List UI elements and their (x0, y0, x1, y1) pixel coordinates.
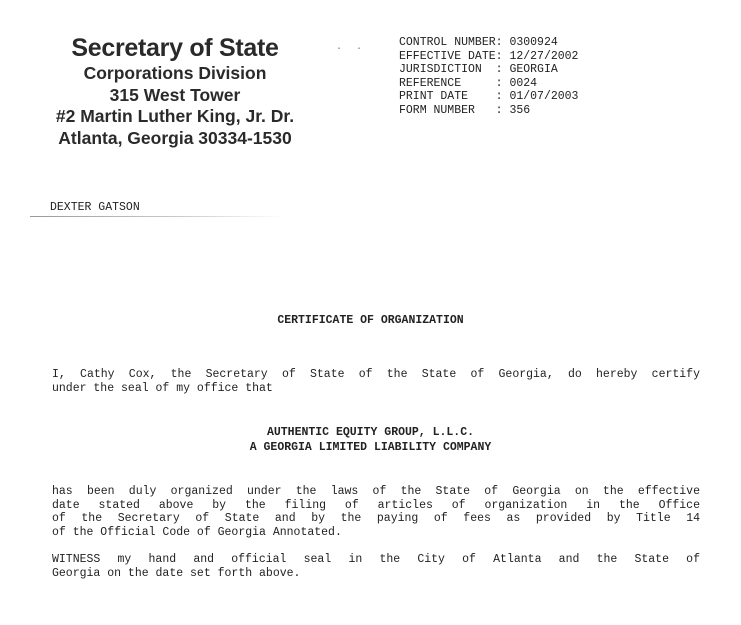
address-line-3: Atlanta, Georgia 30334-1530 (58, 127, 292, 148)
meta-label: PRINT DATE : (399, 90, 503, 103)
meta-value: GEORGIA (509, 63, 558, 76)
organization-statement (52, 485, 700, 539)
company-type: A GEORGIA LIMITED LIABILITY COMPANY (249, 441, 492, 454)
division-name: Corporations Division (83, 63, 267, 83)
address-line-1: 315 West Tower (109, 84, 241, 105)
meta-label: FORM NUMBER : (399, 103, 503, 117)
certify-line: under the seal of my office that (52, 381, 273, 395)
meta-value: 0300924 (509, 36, 558, 49)
company-name: AUTHENTIC EQUITY GROUP, L.L.C. (266, 426, 475, 439)
meta-reference (399, 77, 578, 91)
meta-value: 12/27/2002 (509, 49, 579, 63)
addressee-name: DEXTER GATSON (50, 201, 140, 214)
organized-line: of the Official Code of Georgia Annotated. (52, 525, 342, 539)
meta-value: 0024 (509, 76, 538, 90)
meta-value: 01/07/2003 (509, 90, 579, 103)
meta-print-date (399, 90, 578, 104)
meta-label: CONTROL NUMBER: (399, 36, 503, 49)
certify-line: I, Cathy Cox, the Secretary of State of the State of Georgia, do hereby certify (52, 368, 700, 381)
filing-metadata (399, 36, 578, 117)
organized-line: has been duly organized under the laws of the State of Georgia on the effective (52, 485, 700, 498)
meta-control-number (399, 36, 578, 50)
witness-line: WITNESS my hand and official seal in the City of Atlanta and the State of (52, 553, 700, 566)
meta-jurisdiction (399, 63, 578, 77)
meta-effective-date (399, 50, 578, 64)
witness-line: Georgia on the date set forth above. (52, 566, 301, 580)
meta-label: REFERENCE : (399, 76, 503, 90)
meta-form-number (399, 104, 578, 118)
certification-statement (52, 368, 700, 395)
witness-statement (52, 553, 700, 580)
organized-line: date stated above by the filing of articles of organization in the Office (52, 498, 700, 512)
address-line-2: #2 Martin Luther King, Jr. Dr. (55, 106, 295, 126)
organized-line: of the Secretary of State and by the paying of fees as provided by Title 14 (52, 512, 700, 525)
issuer-header (44, 34, 306, 149)
certificate-title: CERTIFICATE OF ORGANIZATION (277, 314, 464, 327)
meta-value: 356 (509, 103, 531, 117)
meta-label: EFFECTIVE DATE: (399, 49, 503, 63)
company-block (0, 425, 741, 455)
meta-label: JURISDICTION : (399, 63, 503, 76)
addressee-underline (30, 216, 285, 217)
office-title: Secretary of State (71, 34, 279, 62)
scan-speck-decoration: · · (336, 44, 367, 55)
